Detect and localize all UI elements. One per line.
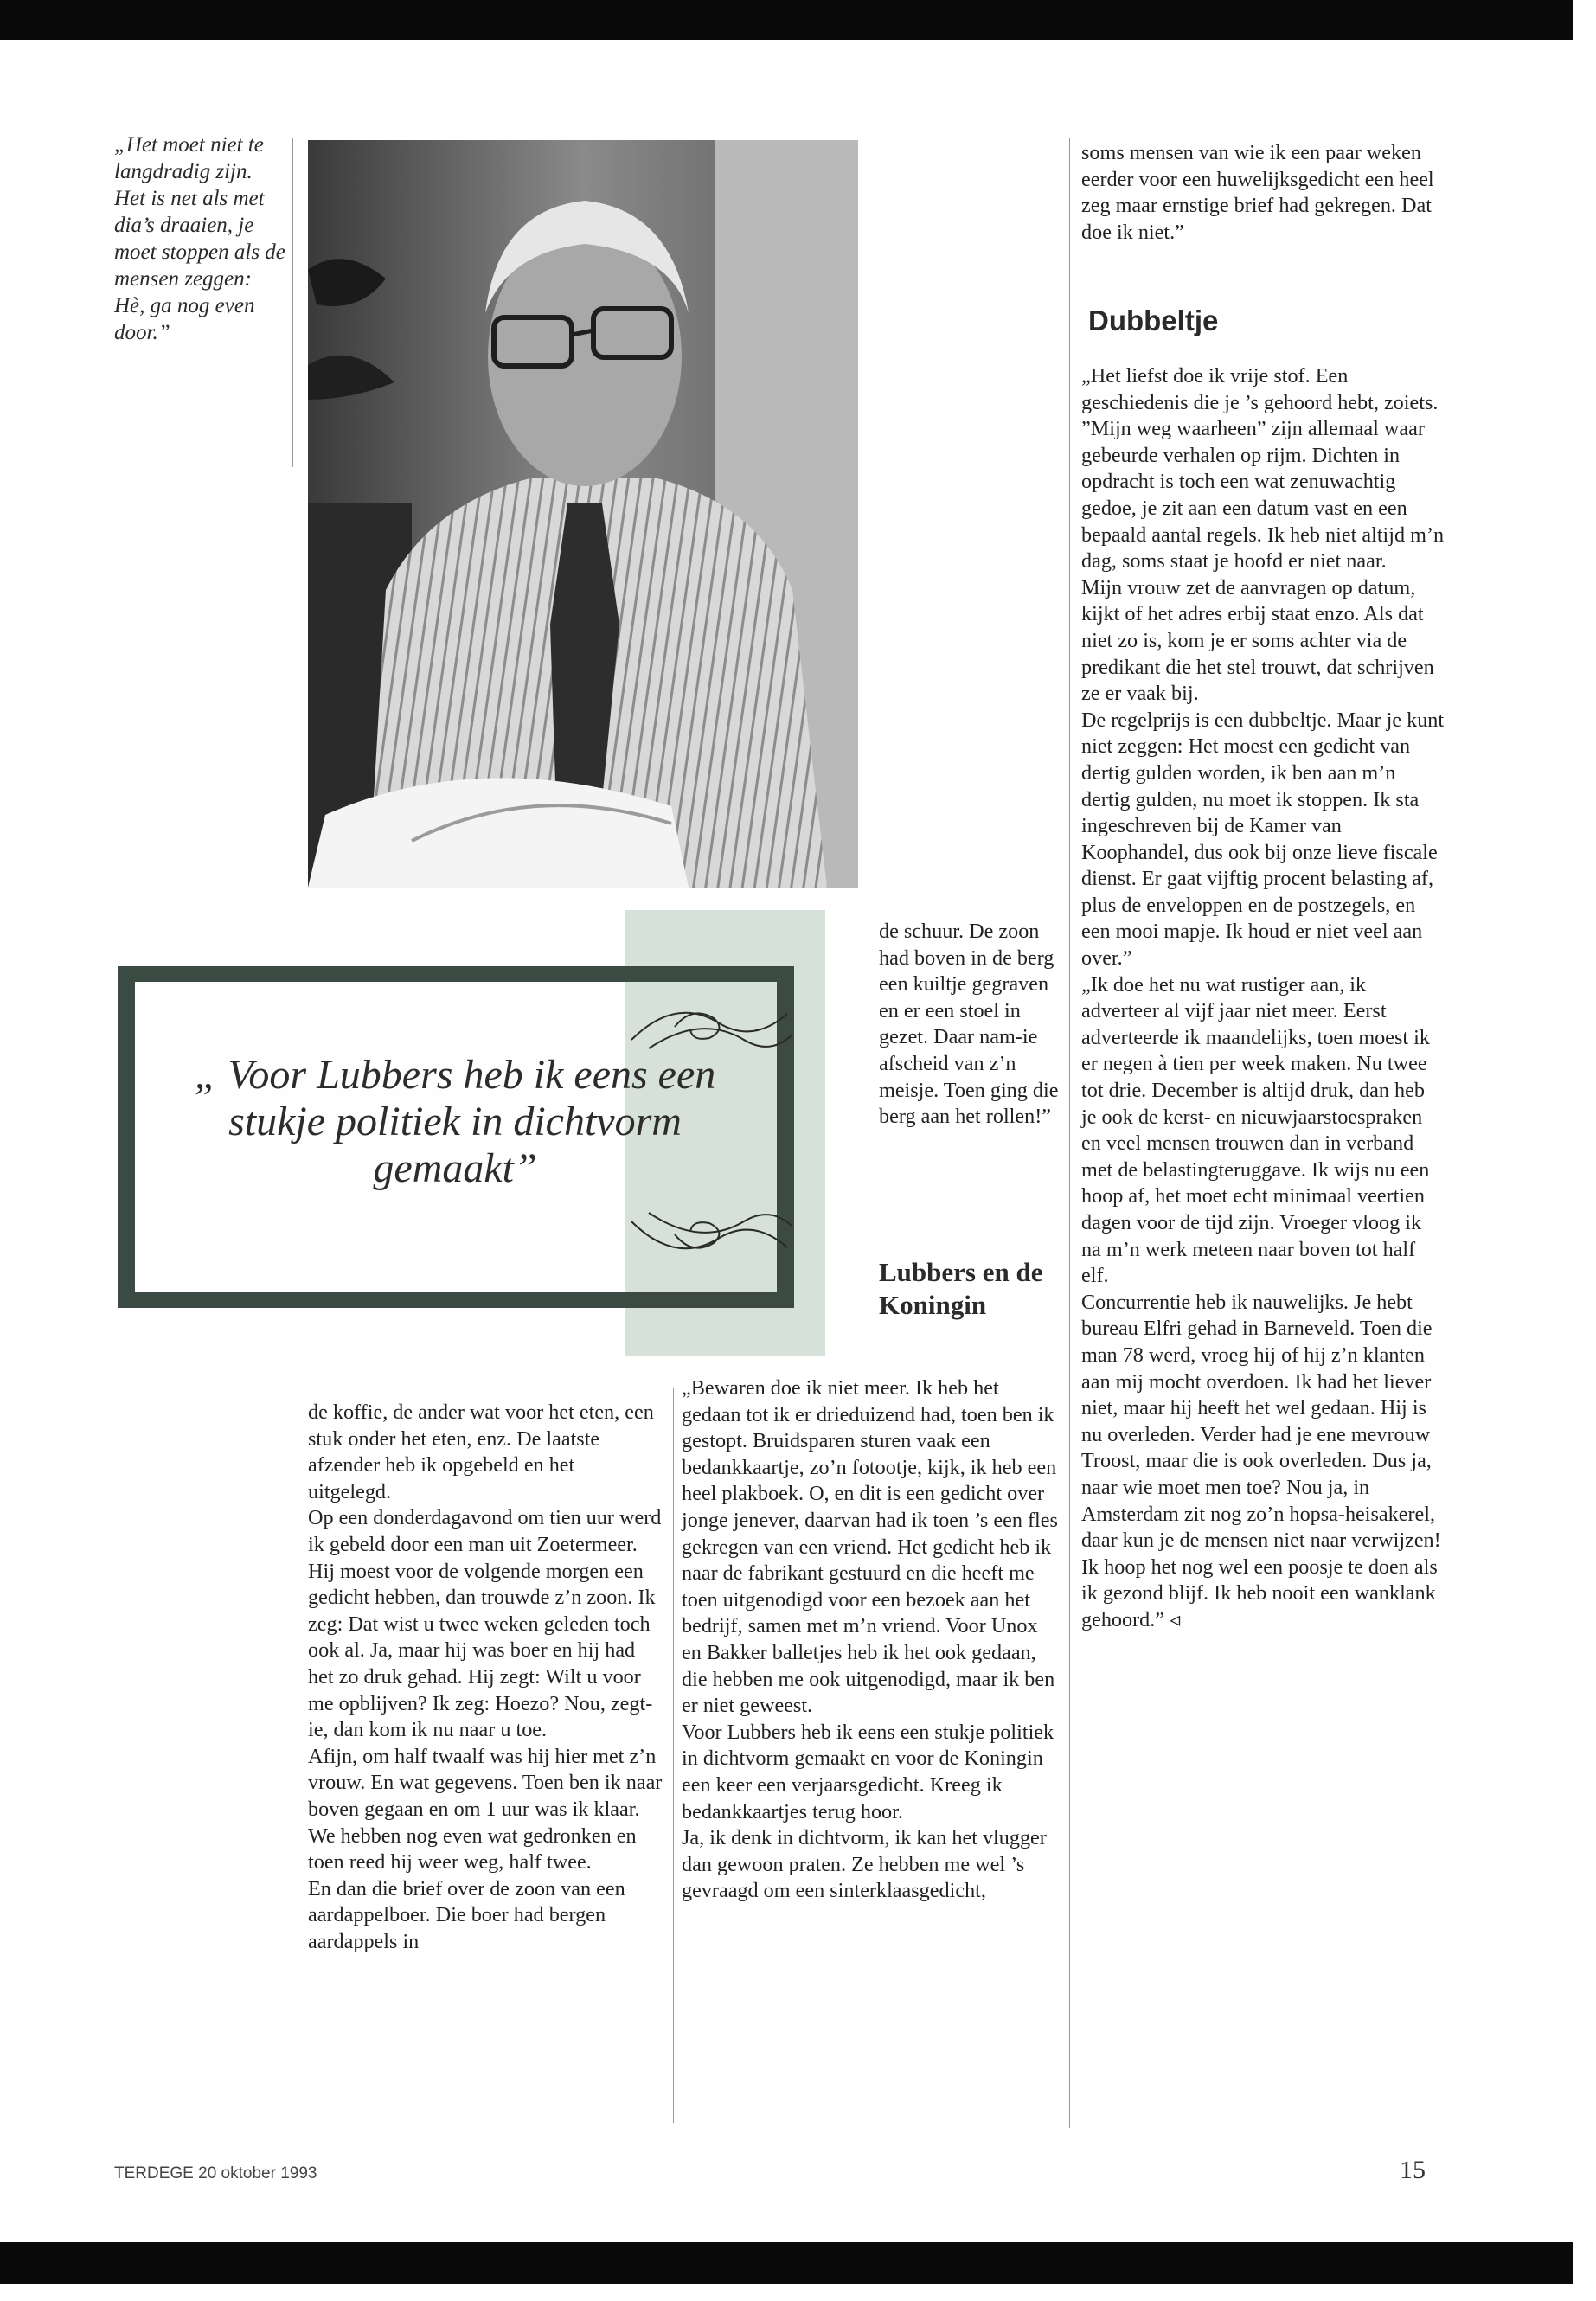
middle-column-upper xyxy=(879,919,1059,1131)
top-border xyxy=(0,0,1573,40)
portrait-photo xyxy=(308,140,858,888)
left-column xyxy=(308,1400,663,1955)
right-column-intro xyxy=(1081,140,1445,246)
publication-line: TERDEGE 20 oktober 1993 xyxy=(114,2164,317,2182)
side-pullquote: „Het moet niet te langdradig zijn. Het is net als met dia’s draaien, je moet stoppen als de mensen zeggen: Hè, ga nog even door.” xyxy=(114,133,285,344)
paragraph: soms mensen van wie ik een paar weken eerder voor een huwelijksgedicht een heel zeg maar ernstige brief had gekregen. Dat doe ik niet.” xyxy=(1081,141,1434,244)
paragraph: Ik hoop het nog wel een poosje te doen als ik gezond blijf. Ik heb nooit een wanklank gehoord.” ◃ xyxy=(1081,1554,1438,1631)
right-column xyxy=(1081,363,1445,1634)
paragraph: de koffie, de ander wat voor het eten, een stuk onder het eten, enz. De laatste afzender heb ik opgebeld en het uitgelegd. xyxy=(308,1400,654,1503)
column-rule xyxy=(292,138,293,467)
paragraph: Afijn, om half twaalf was hij hier met z’n vrouw. En wat gegevens. Toen ben ik naar boven gegaan en om 1 uur was ik klaar. We hebben nog even wat gedronken en toen reed hij weer weg, half twee. xyxy=(308,1744,663,1875)
paragraph: Ja, ik denk in dichtvorm, ik kan het vlugger dan gewoon praten. Ze hebben me wel ’s gevraagd om een sinterklaasgedicht, xyxy=(682,1826,1047,1903)
paragraph: En dan die brief over de zoon van een aardappelboer. Die boer had bergen aardappels in xyxy=(308,1876,625,1953)
paragraph: Voor Lubbers heb ik eens een stukje politiek in dichtvorm gemaakt en voor de Koningin een keer een verjaarsgedicht. Kreeg ik bedankkaartjes terug hoor. xyxy=(682,1720,1054,1823)
heading-lubbers-koningin: Lubbers en de Koningin xyxy=(879,1257,1043,1320)
page-number: 15 xyxy=(1400,2156,1426,2184)
middle-column xyxy=(682,1375,1059,1905)
paragraph: Concurrentie heb ik nauwelijks. Je hebt bureau Elfri gehad in Barneveld. Toen die man 78 werd, vroeg hij of hij z’n klanten aan mij mocht overdoen. Ik had het liever niet, maar hij heeft het wel gedaan. Hij is nu overleden. Verder had je ene mevrouw Troost, maar die is ook overleden. Dus ja, naar wie moet men toe? Nou ja, in Amsterdam zit nog zo’n hopsa-heisakerel, daar kun je de mensen niet naar verwijzen! xyxy=(1081,1290,1441,1553)
column-rule xyxy=(1069,138,1070,2128)
paragraph: Mijn vrouw zet de aanvragen op datum, kijkt of het adres erbij staat enzo. Als dat niet zo is, kom je er soms achter via de predikant die het stel trouwt, dat schrijven ze er vaak bij. xyxy=(1081,575,1434,706)
paragraph: „Het liefst doe ik vrije stof. Een geschiedenis die je ’s gehoord hebt, zoiets. ”Mijn weg waarheen” zijn allemaal waar gebeurde verhalen op rijm. Dichten in opdracht is toch een wat zenuwachtig gedoe, je zit aan een datum vast en een bepaald aantal regels. Ik heb niet altijd m’n dag, soms staat je hoofd er niet naar. xyxy=(1081,364,1445,574)
column-rule xyxy=(673,1388,674,2123)
paragraph: De regelprijs is een dubbeltje. Maar je kunt niet zeggen: Het moest een gedicht van dertig gulden worden, ik ben aan m’n dertig gulden, nu moet ik stoppen. Ik sta ingeschreven bij de Kamer van Koophandel, dus ook bij onze lieve fiscale dienst. Er gaat vijftig procent belasting af, plus de enveloppen en de postzegels, en een mooi mapje. Ik houd er niet veel aan over.” xyxy=(1081,708,1445,971)
bottom-border xyxy=(0,2242,1573,2284)
paragraph: Op een donderdagavond om tien uur werd ik gebeld door een man uit Zoetermeer. Hij moest voor de volgende morgen een gedicht hebben, dan trouwde z’n zoon. Ik zeg: Dat wist u twee weken geleden toch ook al. Ja, maar hij was boer en hij had het zo druk gehad. Hij zegt: Wilt u voor me opblijven? Ik zeg: Hoezo? Nou, zegt-ie, dan kom ik nu naar u toe. xyxy=(308,1506,662,1742)
heading-dubbeltje: Dubbeltje xyxy=(1088,304,1219,336)
paragraph: „Ik doe het nu wat rustiger aan, ik adverteer al vijf jaar niet meer. Eerst adverteerde ik maandelijks, toen moest ik er negen à tien per week maken. Nu twee tot drie. December is altijd druk, dan heb je ook de kerst- en nieuwjaarstoespraken en veel mensen trouwen dan in verband met de belastingteruggave. Ik wijs nu een hoop af, het moet echt minimaal veertien dagen voor de tijd zijn. Vroeger vloog ik na m’n werk meteen naar boven tot half elf. xyxy=(1081,972,1430,1288)
paragraph: de schuur. De zoon had boven in de berg een kuiltje gegraven en er een stoel in gezet. Daar nam-ie afscheid van z’n meisje. Toen ging die berg aan het rollen!” xyxy=(879,920,1059,1129)
right-margin xyxy=(1573,0,1596,2301)
paragraph: „Bewaren doe ik niet meer. Ik heb het gedaan tot ik er drieduizend had, toen ben ik gestopt. Bruidsparen sturen vaak een bedankkaartje, zo’n fotootje, kijk, ik heb een heel plakboek. O, en dit is een gedicht over jonge jenever, daarvan had ik toen ’s een fles gekregen van een vriend. Het gedicht heb ik naar de fabrikant gestuurd en die heeft me toen uitgenodigd voor een bezoek aan het bedrijf, samen met m’n vriend. Voor Unox en Bakker balletjes heb ik het ook gedaan, die hebben me ook uitgenodigd, maar ik ben er niet geweest. xyxy=(682,1376,1058,1718)
featured-quote: „ Voor Lubbers heb ik eens een stukje politiek in dichtvorm gemaakt” xyxy=(194,1052,716,1191)
flourish-ornament-bottom xyxy=(623,1195,796,1273)
portrait-photo-drawing xyxy=(308,140,858,888)
